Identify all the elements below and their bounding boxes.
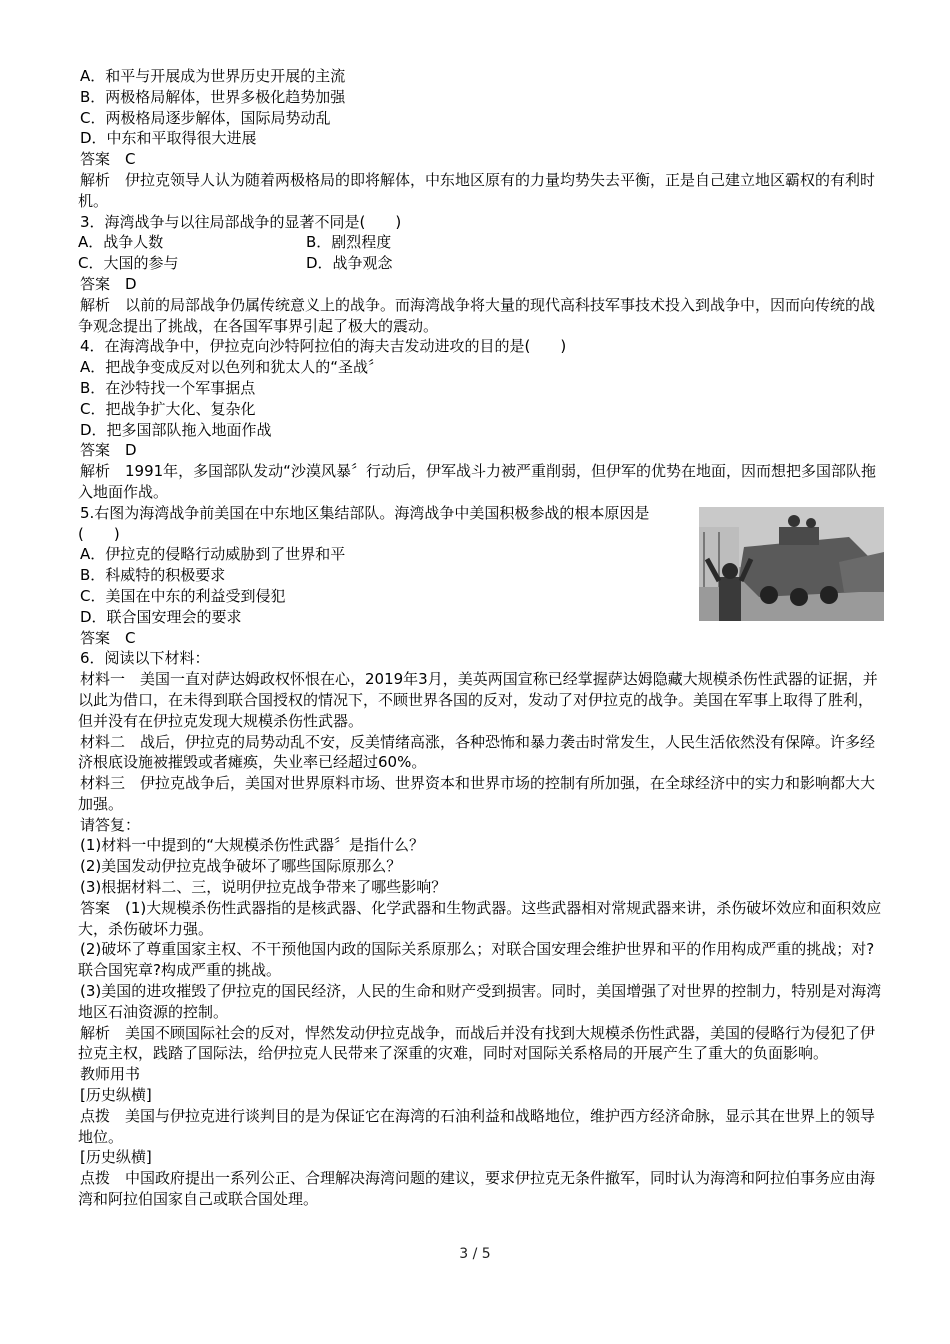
q3-stem: 3．海湾战争与以往局部战争的显著不同是( ) xyxy=(80,212,402,231)
q6-answer-2: (2)破坏了尊重国家主权、不干预他国内政的国际关系原那么；对联合国安理会维护世界和平的作用构成严重的挑战；对?联合国宪章?构成严重的挑战。 xyxy=(78,940,875,980)
q3-option-c: C．大国的参与 xyxy=(78,254,179,273)
q3-option-b: B．剧烈程度 xyxy=(306,233,392,252)
q4-option-b: B．在沙特找一个军事据点 xyxy=(80,378,256,397)
q6-sub1: (1)材料一中提到的“大规模杀伤性武器〞是指什么？ xyxy=(80,836,425,855)
q3-options xyxy=(78,232,884,274)
material-one: 材料一 美国一直对萨达姆政权怀恨在心，2019年3月，美英两国宣称已经掌握萨达姆隐藏大规模杀伤性武器的证据，并以此为借口，在未得到联合国授权的情况下，不顾世界各国的反对，发动了对伊拉克的战争。美国在军事上取得了胜利，但并没有在伊拉克发现大规模杀伤性武器。 xyxy=(78,670,878,730)
tip-2: 点拨 中国政府提出一系列公正、合理解决海湾问题的建议，要求伊拉克无条件撤军，同时认为海湾和阿拉伯事务应由海湾和阿拉伯国家自己或联合国处理。 xyxy=(78,1169,876,1209)
q4-analysis: 解析 1991年，多国部队发动“沙漠风暴〞行动后，伊军战斗力被严重削弱，但伊军的优势在地面，因而想把多国部队拖入地面作战。 xyxy=(78,462,876,501)
history-sidebar-2: [历史纵横] xyxy=(80,1148,152,1167)
material-three: 材料三 伊拉克战争后，美国对世界原料市场、世界资本和世界市场的控制有所加强，在全球经济中的实力和影响都大大加强。 xyxy=(78,774,876,813)
page-number: 3 / 5 xyxy=(459,1246,491,1262)
q6-sub3: (3)根据材料二、三，说明伊拉克战争带来了哪些影响？ xyxy=(80,878,447,897)
q4-option-d: D．把多国部队拖入地面作战 xyxy=(80,420,272,439)
q5-stem: 5.右图为海湾战争前美国在中东地区集结部队。海湾战争中美国积极参战的根本原因是( ) xyxy=(78,503,650,543)
q3-answer: 答案 D xyxy=(80,274,137,293)
q6-sub2: (2)美国发动伊拉克战争破坏了哪些国际原那么？ xyxy=(80,857,402,876)
troops-photo xyxy=(699,507,884,621)
document-body xyxy=(78,66,884,1210)
tip-1: 点拨 美国与伊拉克进行谈判目的是为保证它在海湾的石油利益和战略地位，维护西方经济命脉，显示其在世界上的领导地位。 xyxy=(78,1106,876,1146)
q2-option-c: C．两极格局逐步解体，国际局势动乱 xyxy=(80,108,331,127)
q2-answer: 答案 C xyxy=(80,150,136,169)
teacher-book-label: 教师用书 xyxy=(80,1065,141,1084)
q4-option-c: C．把战争扩大化、复杂化 xyxy=(80,399,256,418)
q6-analysis: 解析 美国不顾国际社会的反对，悍然发动伊拉克战争，而战后并没有找到大规模杀伤性武器，美国的侵略行为侵犯了伊拉克主权，践踏了国际法，给伊拉克人民带来了深重的灾难，同时对国际关系格局的开展产生了重大的负面影响。 xyxy=(78,1023,876,1063)
q5-answer: 答案 C xyxy=(80,628,136,647)
q2-option-a: A．和平与开展成为世界历史开展的主流 xyxy=(80,67,346,85)
q2-option-b: B．两极格局解体，世界多极化趋势加强 xyxy=(80,87,346,106)
q5-option-a: A．伊拉克的侵略行动威胁到了世界和平 xyxy=(80,545,346,564)
q4-stem: 4．在海湾战争中，伊拉克向沙特阿拉伯的海夫吉发动进攻的目的是( ) xyxy=(80,337,567,356)
q6-answer-3: (3)美国的进攻摧毁了伊拉克的国民经济，人民的生命和财产受到损害。同时，美国增强了对世界的控制力，特别是对海湾地区石油资源的控制。 xyxy=(78,982,882,1021)
q3-option-a: A．战争人数 xyxy=(78,233,164,252)
q2-analysis: 解析 伊拉克领导人认为随着两极格局的即将解体，中东地区原有的力量均势失去平衡，正是自己建立地区霸权的有利时机。 xyxy=(78,170,876,210)
q4-answer: 答案 D xyxy=(80,441,137,460)
q2-option-d: D．中东和平取得很大进展 xyxy=(80,129,257,148)
q5-option-b: B．科威特的积极要求 xyxy=(80,566,226,585)
q4-option-a: A．把战争变成反对以色列和犹太人的“圣战〞 xyxy=(80,358,384,377)
q6-stem: 6．阅读以下材料： xyxy=(80,649,210,668)
q6-answer-1: 答案 (1)大规模杀伤性武器指的是核武器、化学武器和生物武器。这些武器相对常规武器来讲，杀伤破坏效应和面积效应大，杀伤破坏力强。 xyxy=(78,898,882,938)
q3-analysis: 解析 以前的局部战争仍属传统意义上的战争。而海湾战争将大量的现代高科技军事技术投入到战争中，因而向传统的战争观念提出了挑战，在各国军事界引起了极大的震动。 xyxy=(78,295,876,335)
q6-prompt: 请答复： xyxy=(80,815,141,834)
history-sidebar-1: [历史纵横] xyxy=(80,1086,152,1105)
q5-option-c: C．美国在中东的利益受到侵犯 xyxy=(80,586,286,605)
material-two: 材料二 战后，伊拉克的局势动乱不安，反美情绪高涨，各种恐怖和暴力袭击时常发生，人民生活依然没有保障。许多经济根底设施被摧毁或者瘫痪，失业率已经超过60%。 xyxy=(78,732,876,772)
q3-option-d: D．战争观念 xyxy=(306,254,393,273)
q5-option-d: D．联合国安理会的要求 xyxy=(80,607,242,626)
